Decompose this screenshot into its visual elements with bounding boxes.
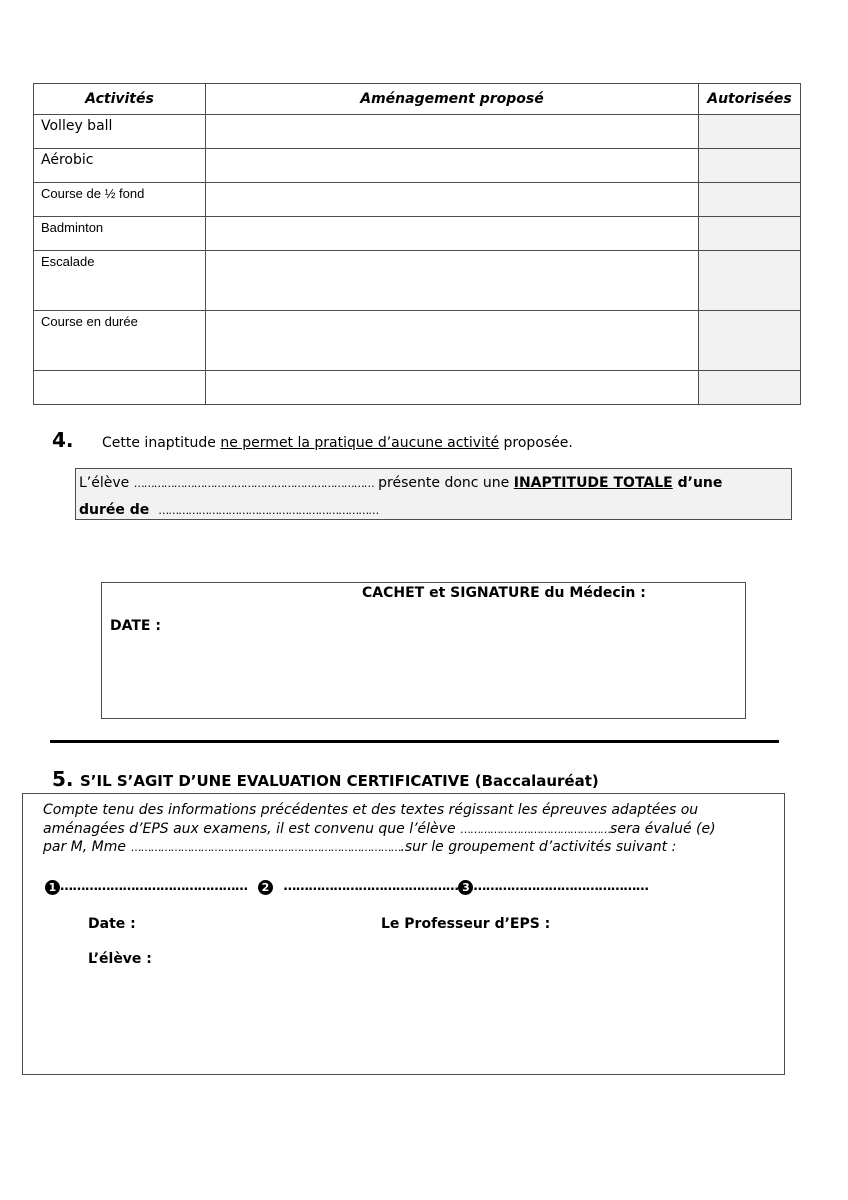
amenagement-cell[interactable] — [206, 183, 699, 217]
table-row — [34, 183, 801, 217]
table-row — [34, 371, 801, 405]
table-header-row — [34, 84, 801, 115]
eval-line-1: Compte tenu des informations précédentes et des textes régissant les épreuves adaptées ou — [43, 802, 699, 818]
section-separator — [50, 740, 779, 743]
presente-text: présente donc une — [373, 475, 514, 491]
section-4-number: 4. — [52, 428, 74, 452]
activity-cell[interactable] — [34, 371, 206, 405]
professeur-eps-label: Le Professeur d’EPS : — [381, 916, 551, 932]
section-4-underlined-text: ne permet la pratique d’aucune activité — [220, 435, 500, 451]
autorisees-cell[interactable] — [699, 115, 801, 149]
duree-field[interactable]: ………………………………………………………… — [158, 504, 379, 517]
activity-cell: Volley ball — [34, 115, 206, 149]
eval-line-2 — [43, 821, 716, 837]
table-row — [34, 251, 801, 311]
autorisees-cell[interactable] — [699, 371, 801, 405]
header-autorisees: Autorisées — [699, 84, 801, 115]
choice-1-field[interactable]: ……………………………………… — [60, 879, 248, 894]
stamp-date-label: DATE : — [110, 618, 161, 634]
header-amenagement: Aménagement proposé — [206, 84, 699, 115]
stamp-signature-title: CACHET et SIGNATURE du Médecin : — [362, 585, 646, 601]
eleve-label: L’élève — [79, 475, 130, 491]
table-row — [34, 311, 801, 371]
amenagement-cell[interactable] — [206, 371, 699, 405]
activity-cell: Course de ½ fond — [34, 183, 206, 217]
eval-eleve-field[interactable]: ……………………………………… — [460, 823, 611, 836]
autorisees-cell[interactable] — [699, 183, 801, 217]
choice-2-field[interactable]: …………………………………… — [283, 879, 459, 894]
number-1-circle-icon: 1 — [45, 880, 60, 895]
section-4-text-before: Cette inaptitude — [102, 435, 221, 451]
activity-cell: Course en durée — [34, 311, 206, 371]
activity-choices-row — [45, 876, 648, 895]
inaptitude-totale-text: INAPTITUDE TOTALE — [513, 475, 673, 491]
autorisees-cell[interactable] — [699, 311, 801, 371]
inaptitude-line-1 — [79, 470, 791, 497]
header-activites: Activités — [34, 84, 206, 115]
number-2-circle-icon: 2 — [258, 880, 273, 895]
eval-line-2-start: aménagées d’EPS aux examens, il est convenu que l’élève — [43, 821, 461, 837]
doctor-stamp-box[interactable] — [101, 582, 746, 719]
eval-line-3-end: .sur le groupement d’activités suivant : — [400, 839, 677, 855]
activity-cell: Aérobic — [34, 149, 206, 183]
activity-cell: Escalade — [34, 251, 206, 311]
autorisees-cell[interactable] — [699, 149, 801, 183]
table-row — [34, 217, 801, 251]
section-4-statement — [102, 435, 573, 451]
eval-line-3-start: par M, Mme — [43, 839, 131, 855]
table-row — [34, 149, 801, 183]
eval-examiner-field[interactable]: ……………………………………………………………………… — [130, 841, 401, 854]
choice-3-field[interactable]: …………………………………… — [473, 879, 649, 894]
eval-line-2-end: sera évalué (e) — [610, 821, 716, 837]
number-3-circle-icon: 3 — [458, 880, 473, 895]
section-4-text-after: proposée. — [499, 435, 573, 451]
eleve-name-field[interactable]: ……………………………………………………………… — [133, 477, 374, 490]
activity-cell: Badminton — [34, 217, 206, 251]
amenagement-cell[interactable] — [206, 311, 699, 371]
evaluation-box — [22, 793, 785, 1075]
activities-table — [33, 83, 801, 405]
d-une-text: d’une — [672, 475, 723, 491]
amenagement-cell[interactable] — [206, 115, 699, 149]
inaptitude-line-2 — [79, 497, 791, 524]
inaptitude-totale-box — [75, 468, 792, 520]
amenagement-cell[interactable] — [206, 149, 699, 183]
amenagement-cell[interactable] — [206, 217, 699, 251]
autorisees-cell[interactable] — [699, 251, 801, 311]
eval-line-3 — [43, 839, 676, 855]
section-5-title: S’IL S’AGIT D’UNE EVALUATION CERTIFICATIVE (Baccalauréat) — [80, 772, 599, 790]
eval-eleve-label: L’élève : — [88, 951, 152, 967]
eval-date-label: Date : — [88, 916, 136, 932]
duree-label: durée de — [79, 502, 150, 518]
amenagement-cell[interactable] — [206, 251, 699, 311]
section-5-number: 5. — [52, 767, 74, 791]
table-row — [34, 115, 801, 149]
autorisees-cell[interactable] — [699, 217, 801, 251]
